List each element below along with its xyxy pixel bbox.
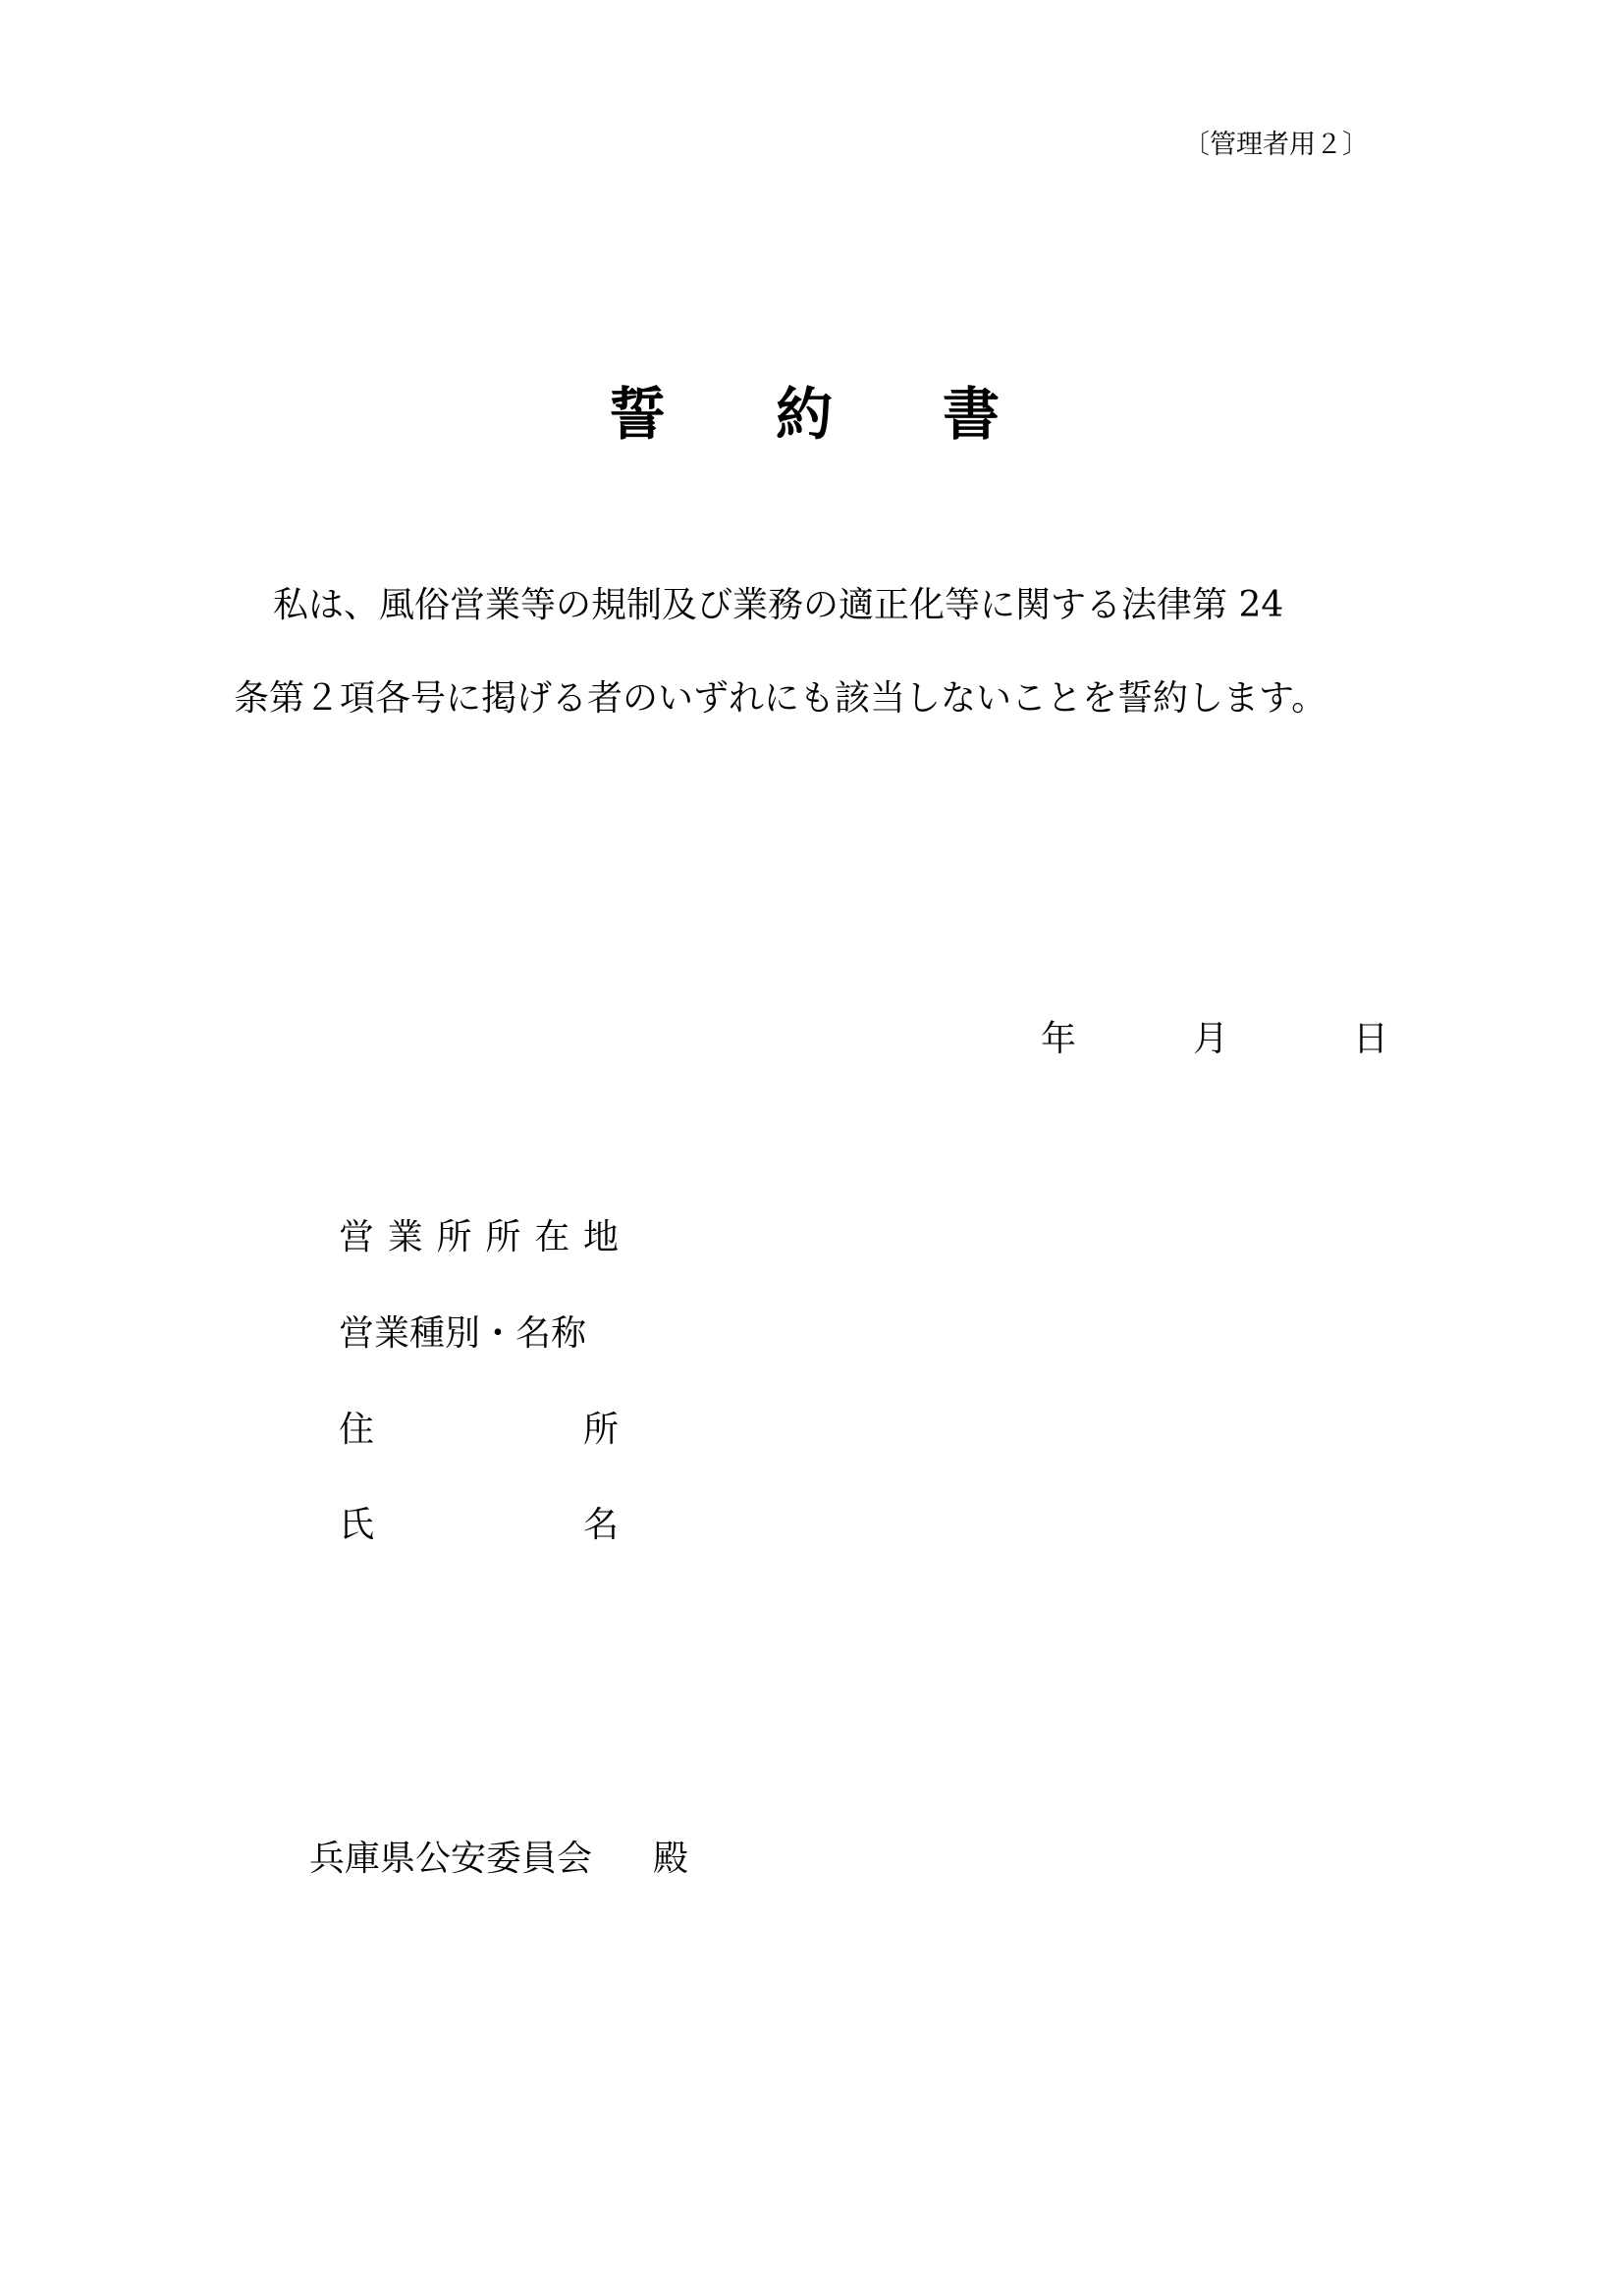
pledge-text-line-2: 条第２項各号に掲げる者のいずれにも該当しないことを誓約します。: [234, 678, 1327, 719]
business-type-name-label: 営業種別・名称: [339, 1313, 587, 1354]
label-char: 所: [436, 1217, 472, 1257]
title-char: 約: [776, 381, 834, 448]
label-char: 営: [339, 1217, 375, 1257]
document-title: [609, 368, 1000, 451]
addressee-name: 兵庫県公安委員会: [309, 1839, 593, 1879]
label-char: 在: [534, 1217, 570, 1257]
label-char: 所: [582, 1410, 619, 1450]
label-char: 名: [582, 1505, 619, 1545]
business-location-label: [339, 1209, 619, 1259]
label-char: 地: [582, 1217, 619, 1257]
form-code-label: 〔管理者用２〕: [1183, 130, 1369, 160]
label-char: 業: [387, 1217, 423, 1257]
label-char: 所: [485, 1217, 521, 1257]
addressee: [309, 1831, 688, 1881]
label-char: 住: [339, 1410, 375, 1450]
pledge-text-line-1: 私は、風俗営業等の規制及び業務の適正化等に関する法律第 24: [273, 585, 1284, 625]
date-month-label: 月: [1193, 1019, 1229, 1059]
title-char: 書: [943, 381, 1001, 448]
date-day-label: 日: [1353, 1019, 1389, 1059]
address-label: [339, 1402, 619, 1452]
title-char: 誓: [609, 381, 667, 448]
name-label: [339, 1497, 619, 1547]
date-year-label: 年: [1041, 1019, 1077, 1059]
addressee-honorific: 殿: [653, 1839, 689, 1879]
label-char: 氏: [339, 1505, 375, 1545]
